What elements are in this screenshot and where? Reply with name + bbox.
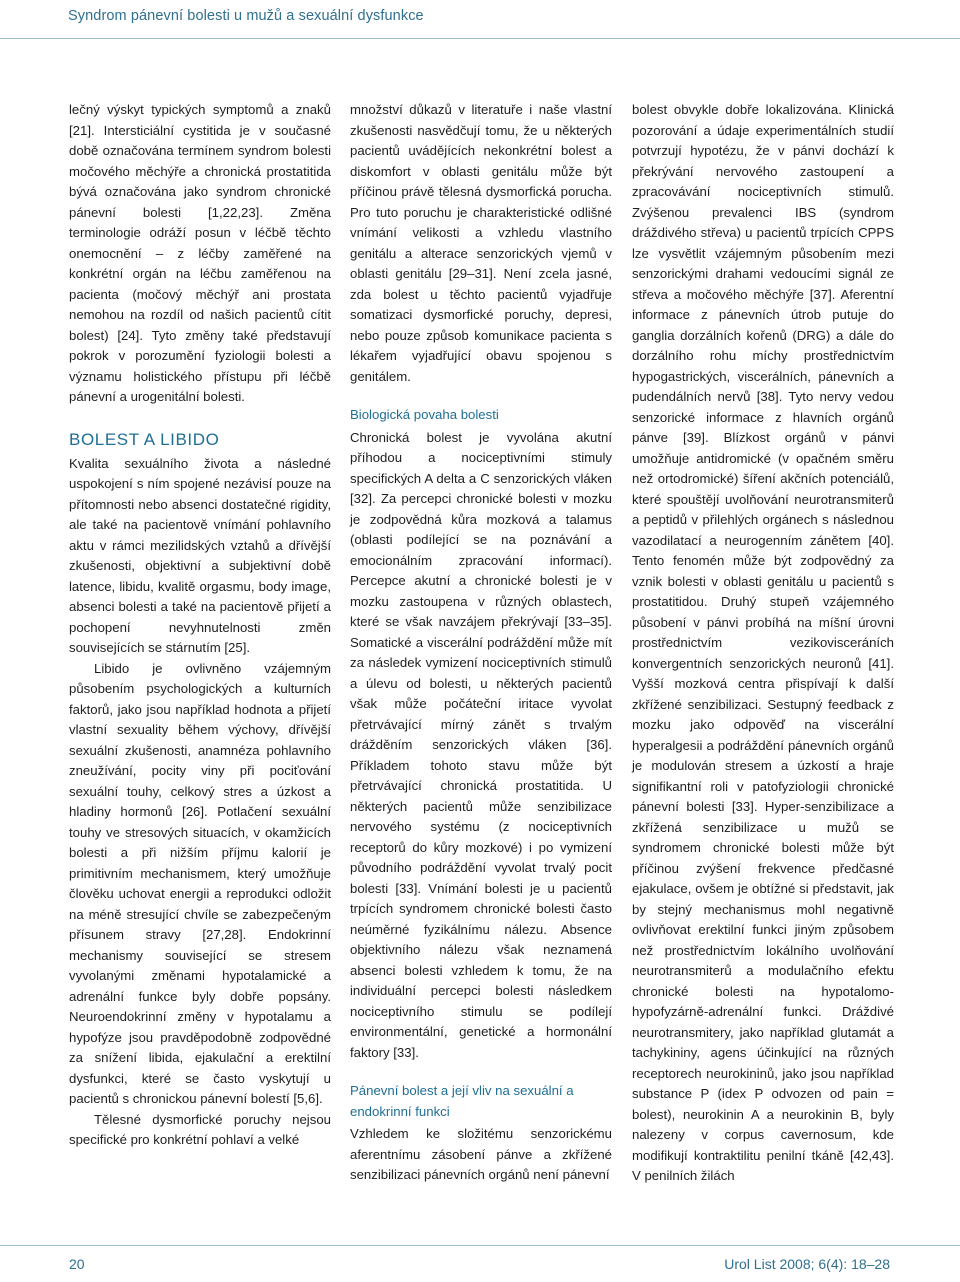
paragraph: Libido je ovlivněno vzájemným působením psychologických a kulturních faktorů, jako jsou například hodnota a přijetí vlastní sexuality během výchovy, dřívější sexuální zkušenosti, anamnéza pohlavního zneužívání, pocity viny při pociťování sexuální touhy, celkový stres a úzkost a hladiny hormonů [26]. Potlačení sexuální touhy ve stresových situacích, v okamžicích bolesti a při nižším příjmu kalorií je primitivním mechanismem, který umožňuje člověku uchovat energii a reprodukci odložit na méně stresující chvíle se zabezpečeným přísunem stravy [27,28]. Endokrinní mechanismy související se stresem vyvolanými změnami hypotalamické a adrenální funkce byly dobře popsány. Neuroendokrinní změny v hypotalamu a hypofýze jsou pravděpodobně zodpovědné za snížení libida, ejakulační a erektilní dysfunkci, které se často vyskytují u pacientů s chronickou pánevní bolestí [5,6].	[69, 660, 331, 1106]
footer-divider	[0, 1245, 960, 1246]
text-column-1	[69, 100, 331, 1151]
paragraph: Kvalita sexuálního života a následné uspokojení s ním spojené nezávisí pouze na přítomnosti nebo absenci dostatečné rigidity, ale také na pacientově vnímání pohlavního aktu v rámci mezilidských vztahů a dřívější zkušenosti, objektivní a subjektivní době latence, libidu, kvalitě orgasmu, body image, absenci bolesti a také na pacientově přijetí a pochopení nevyhnutelnosti změn souvisejících se stárnutím [25].	[69, 455, 331, 655]
text-column-3	[632, 100, 894, 1187]
paragraph: bolest obvykle dobře lokalizována. Klinická pozorování a údaje experimentálních studií potvrzují hypotézu, že v pánvi dochází k překrývání nervového zastoupení a zpracovávání nociceptivních stimulů. Zvýšenou prevalenci IBS (syndrom dráždivého střeva) u pacientů trpících CPPS lze vysvětlit vzájemným působením mezi senzorickými drahami vedoucími signál ze střeva a močového měchýře [37]. Aferentní informace z pánevních útrob putuje do ganglia dorzálních kořenů (DRG) a dále do dorzálního rohu míchy prostřednictvím hypogastrických, viscerálních, pánevních a pudendálních nervů [38]. Tyto nervy vedou senzorické informace z hlavních orgánů pánve [39]. Blízkost orgánů v pánvi umožňuje antidromické (v opačném směru než ortodromické) šíření akčních potenciálů, které spouštějí uvolňování neurotransmiterů a peptidů v přilehlých orgánech s následnou vazodilatací a neurogenním zánětem [40]. Tento fenomén může být zodpovědný za vznik bolesti v oblasti genitálu u pacientů s prostatitidou. Druhý stupeň vzájemného působení v pánvi probíhá na míšní úrovni prostřednictvím vezikovisceráních konvergentních senzorických neuronů [41]. Vyšší mozková centra přispívají k další zkřížené senzibilizaci. Sestupný feedback z mozku jako odpověď na viscerální hyperalgesii a podráždění pánevních orgánů je modulován stresem a úzkostí a hraje signifikantní roli v patofyziologii chronické pánevní bolesti [33]. Hyper-senzibilizace a zkřížená senzibilizace u mužů se syndromem chronické bolesti může být příčinou zvýšení frekvence předčasné ejakulace, ovšem je obtížné si představit, jak by stejný mechanismus mohl negativně ovlivňovat erektilní funkci jiným způsobem než prostřednictvím lokálního uvolňování neurotransmiterů a modulačního efektu chronické bolesti na hypotalomo-hypofyzárně-adrenální funkci. Dráždivé neurotransmitery, jako například glutamát a tachykininy, agens účinkující na různých receptorech neurokininů, jako jsou například substance P (idex P odvozen od pain = bolest), neurokinin A a neurokinin B, byly nalezeny v corpus cavernosum, kde modifikují kontraktilitu penilní tkáně [42,43]. V penilních žilách	[632, 102, 894, 1183]
running-header: Syndrom pánevní bolesti u mužů a sexuální dysfunkce	[68, 8, 424, 24]
paragraph: Chronická bolest je vyvolána akutní příhodou a nociceptivními stimuly specifických A delta a C senzorických vláken [32]. Za percepci chronické bolesti v mozku je zodpovědná kůra mozková a talamus (oblasti podílející se na poznávání a emocionálním zpracování informací). Percepce akutní a chronické bolesti je v mozku zastoupena v různých oblastech, které se však navzájem překrývají [33–35]. Somatické a viscerální podráždění může mít za následek vymizení nociceptivních stimulů a úlevu od bolesti, u některých pacientů však může počáteční iritace vyvolat přetrvávající mírný zánět s trvalým drážděním senzorických vláken [36]. Příkladem tohoto stavu může být přetrvávající chronická prostatitida. U některých pacientů může senzibilizace nervového systému (z nociceptivních receptorů do kůry mozkové) i po vymizení původního podráždění vyvolat trvalý pocit bolesti [33]. Vnímání bolesti je u pacientů trpících syndromem chronické bolesti často neúměrné fyzikálnímu nálezu. Absence objektivního nálezu však neznamená absenci bolesti vzhledem k tomu, že na individuální percepci bolesti následkem nociceptivního stimulu se podílejí environmentální, genetické a hormonální faktory [33].	[350, 429, 612, 1060]
journal-citation: Urol List 2008; 6(4): 18–28	[724, 1256, 890, 1272]
text-column-2	[350, 100, 612, 1186]
header-divider	[0, 38, 960, 39]
subsection-heading: Pánevní bolest a její vliv na sexuální a endokrinní funkci	[350, 1083, 574, 1119]
paragraph: lečný výskyt typických symptomů a znaků [21]. Intersticiální cystitida je v současné době označována termínem syndrom bolesti močového měchýře a chronická prostatitida bývá označována jako syndrom chronické pánevní bolesti [1,22,23]. Změna terminologie odráží posun v léčbě těchto onemocnění – z léčby zaměřené na konkrétní orgán na léčbu zaměřenou na pacienta (močový měchýř ani prostata nemohou na rozdíl od našich pacientů cítit bolest) [24]. Tyto změny také představují pokrok v porozumění fyziologii bolesti a významu holistického přístupu při léčbě pánevní a urogenitální bolesti.	[69, 102, 331, 404]
paragraph: Tělesné dysmorfické poruchy nejsou specifické pro konkrétní pohlaví a velké	[69, 1111, 331, 1147]
paragraph: Vzhledem ke složitému senzorickému aferentnímu zásobení pánve a zkřížené senzibilizaci pánevních orgánů není pánevní	[350, 1126, 612, 1182]
subsection-heading: Biologická povaha bolesti	[350, 407, 499, 422]
paragraph: množství důkazů v literatuře i naše vlastní zkušenosti nasvědčují tomu, že u některých pacientů uvádějících nekonkrétní bolest a diskomfort v oblasti genitálu může být příčinou právě tělesná dysmorfická porucha. Pro tuto poruchu je charakteristické odlišné vnímání velikosti a vzhledu vlastního genitálu a alterace senzorických vjemů v oblasti genitálu [29–31]. Není zcela jasné, zda bolest u těchto pacientů vyjadřuje somatizaci dysmorfické poruchy, depresi, nebo pouze způsob komunikace pacienta s lékařem vyjadřující obavu spojenou s genitálem.	[350, 102, 612, 384]
section-heading: BOLEST A LIBIDO	[69, 429, 220, 449]
page-number: 20	[69, 1256, 85, 1272]
